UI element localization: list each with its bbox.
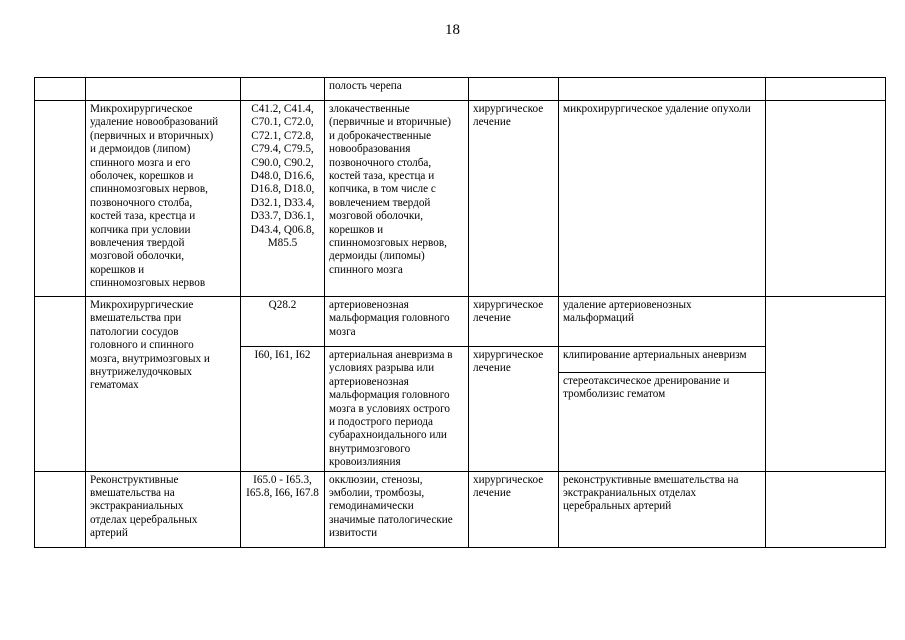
number-cell (35, 78, 86, 101)
diagnosis-cell: полость черепа (325, 78, 469, 101)
method-cell: реконструктивные вмешательства на экстракраниальных отделах церебральных артерий (559, 471, 766, 547)
method-cell (559, 78, 766, 101)
table-row-continuation (35, 78, 886, 101)
procedure-cell: Микрохирургические вмешательства при патологии сосудов головного и спинного мозга, внутримозговых и внутрижелудочковых гематомах (86, 297, 241, 472)
diagnosis-cell: артериальная аневризма в условиях разрыва или артериовенозная мальформация головного мозга в условиях острого и подострого периода субарахноидального или внутримозгового кровоизлияния (325, 347, 469, 472)
codes-cell: Q28.2 (241, 297, 325, 347)
procedure-cell: Микрохирургическое удаление новообразований (первичных и вторичных) и дермоидов (липом) спинного мозга и его оболочек, корешков и спинномозговых нервов, позвоночного столба, костей таза, крестца и копчика при условии вовлечения твердой мозговой оболочки, корешков и спинномозговых нервов (86, 101, 241, 297)
treatment-type-cell: хирургическое лечение (469, 101, 559, 297)
cost-cell (766, 101, 886, 297)
table-row-reconstructive (35, 471, 886, 547)
codes-cell (241, 78, 325, 101)
cost-cell (766, 297, 886, 472)
treatment-type-cell: хирургическое лечение (469, 347, 559, 472)
codes-cell: C41.2, C41.4, C70.1, C72.0, C72.1, C72.8, C79.4, C79.5, C90.0, C90.2, D48.0, D16.6, D16.8, D18.0, D32.1, D33.4, D33.7, D36.1, D43.4, Q06.8, M85.5 (241, 101, 325, 297)
number-cell (35, 101, 86, 297)
method-cell: клипирование артериальных аневризм (559, 347, 766, 373)
medical-care-table (34, 77, 886, 548)
page-number: 18 (445, 22, 460, 38)
treatment-type-cell: хирургическое лечение (469, 297, 559, 347)
method-cell: стереотаксическое дренирование и тромболизис гематом (559, 372, 766, 471)
method-cell: удаление артериовенозных мальформаций (559, 297, 766, 347)
procedure-cell: Реконструктивные вмешательства на экстракраниальных отделах церебральных артерий (86, 471, 241, 547)
codes-cell: I60, I61, I62 (241, 347, 325, 472)
table-row-tumors (35, 101, 886, 297)
table-row-vessels (35, 297, 886, 347)
method-cell: микрохирургическое удаление опухоли (559, 101, 766, 297)
treatment-type-cell (469, 78, 559, 101)
diagnosis-cell: артериовенозная мальформация головного мозга (325, 297, 469, 347)
treatment-type-cell: хирургическое лечение (469, 471, 559, 547)
cost-cell (766, 471, 886, 547)
cost-cell (766, 78, 886, 101)
procedure-cell (86, 78, 241, 101)
number-cell (35, 297, 86, 472)
codes-cell: I65.0 - I65.3, I65.8, I66, I67.8 (241, 471, 325, 547)
diagnosis-cell: злокачественные (первичные и вторичные) и доброкачественные новообразования позвоночного столба, костей таза, крестца и копчика, в том числе с вовлечением твердой мозговой оболочки, корешков и спинномозговых нервов, дермоиды (липомы) спинного мозга (325, 101, 469, 297)
number-cell (35, 471, 86, 547)
diagnosis-cell: окклюзии, стенозы, эмболии, тромбозы, гемодинамически значимые патологические извитости (325, 471, 469, 547)
